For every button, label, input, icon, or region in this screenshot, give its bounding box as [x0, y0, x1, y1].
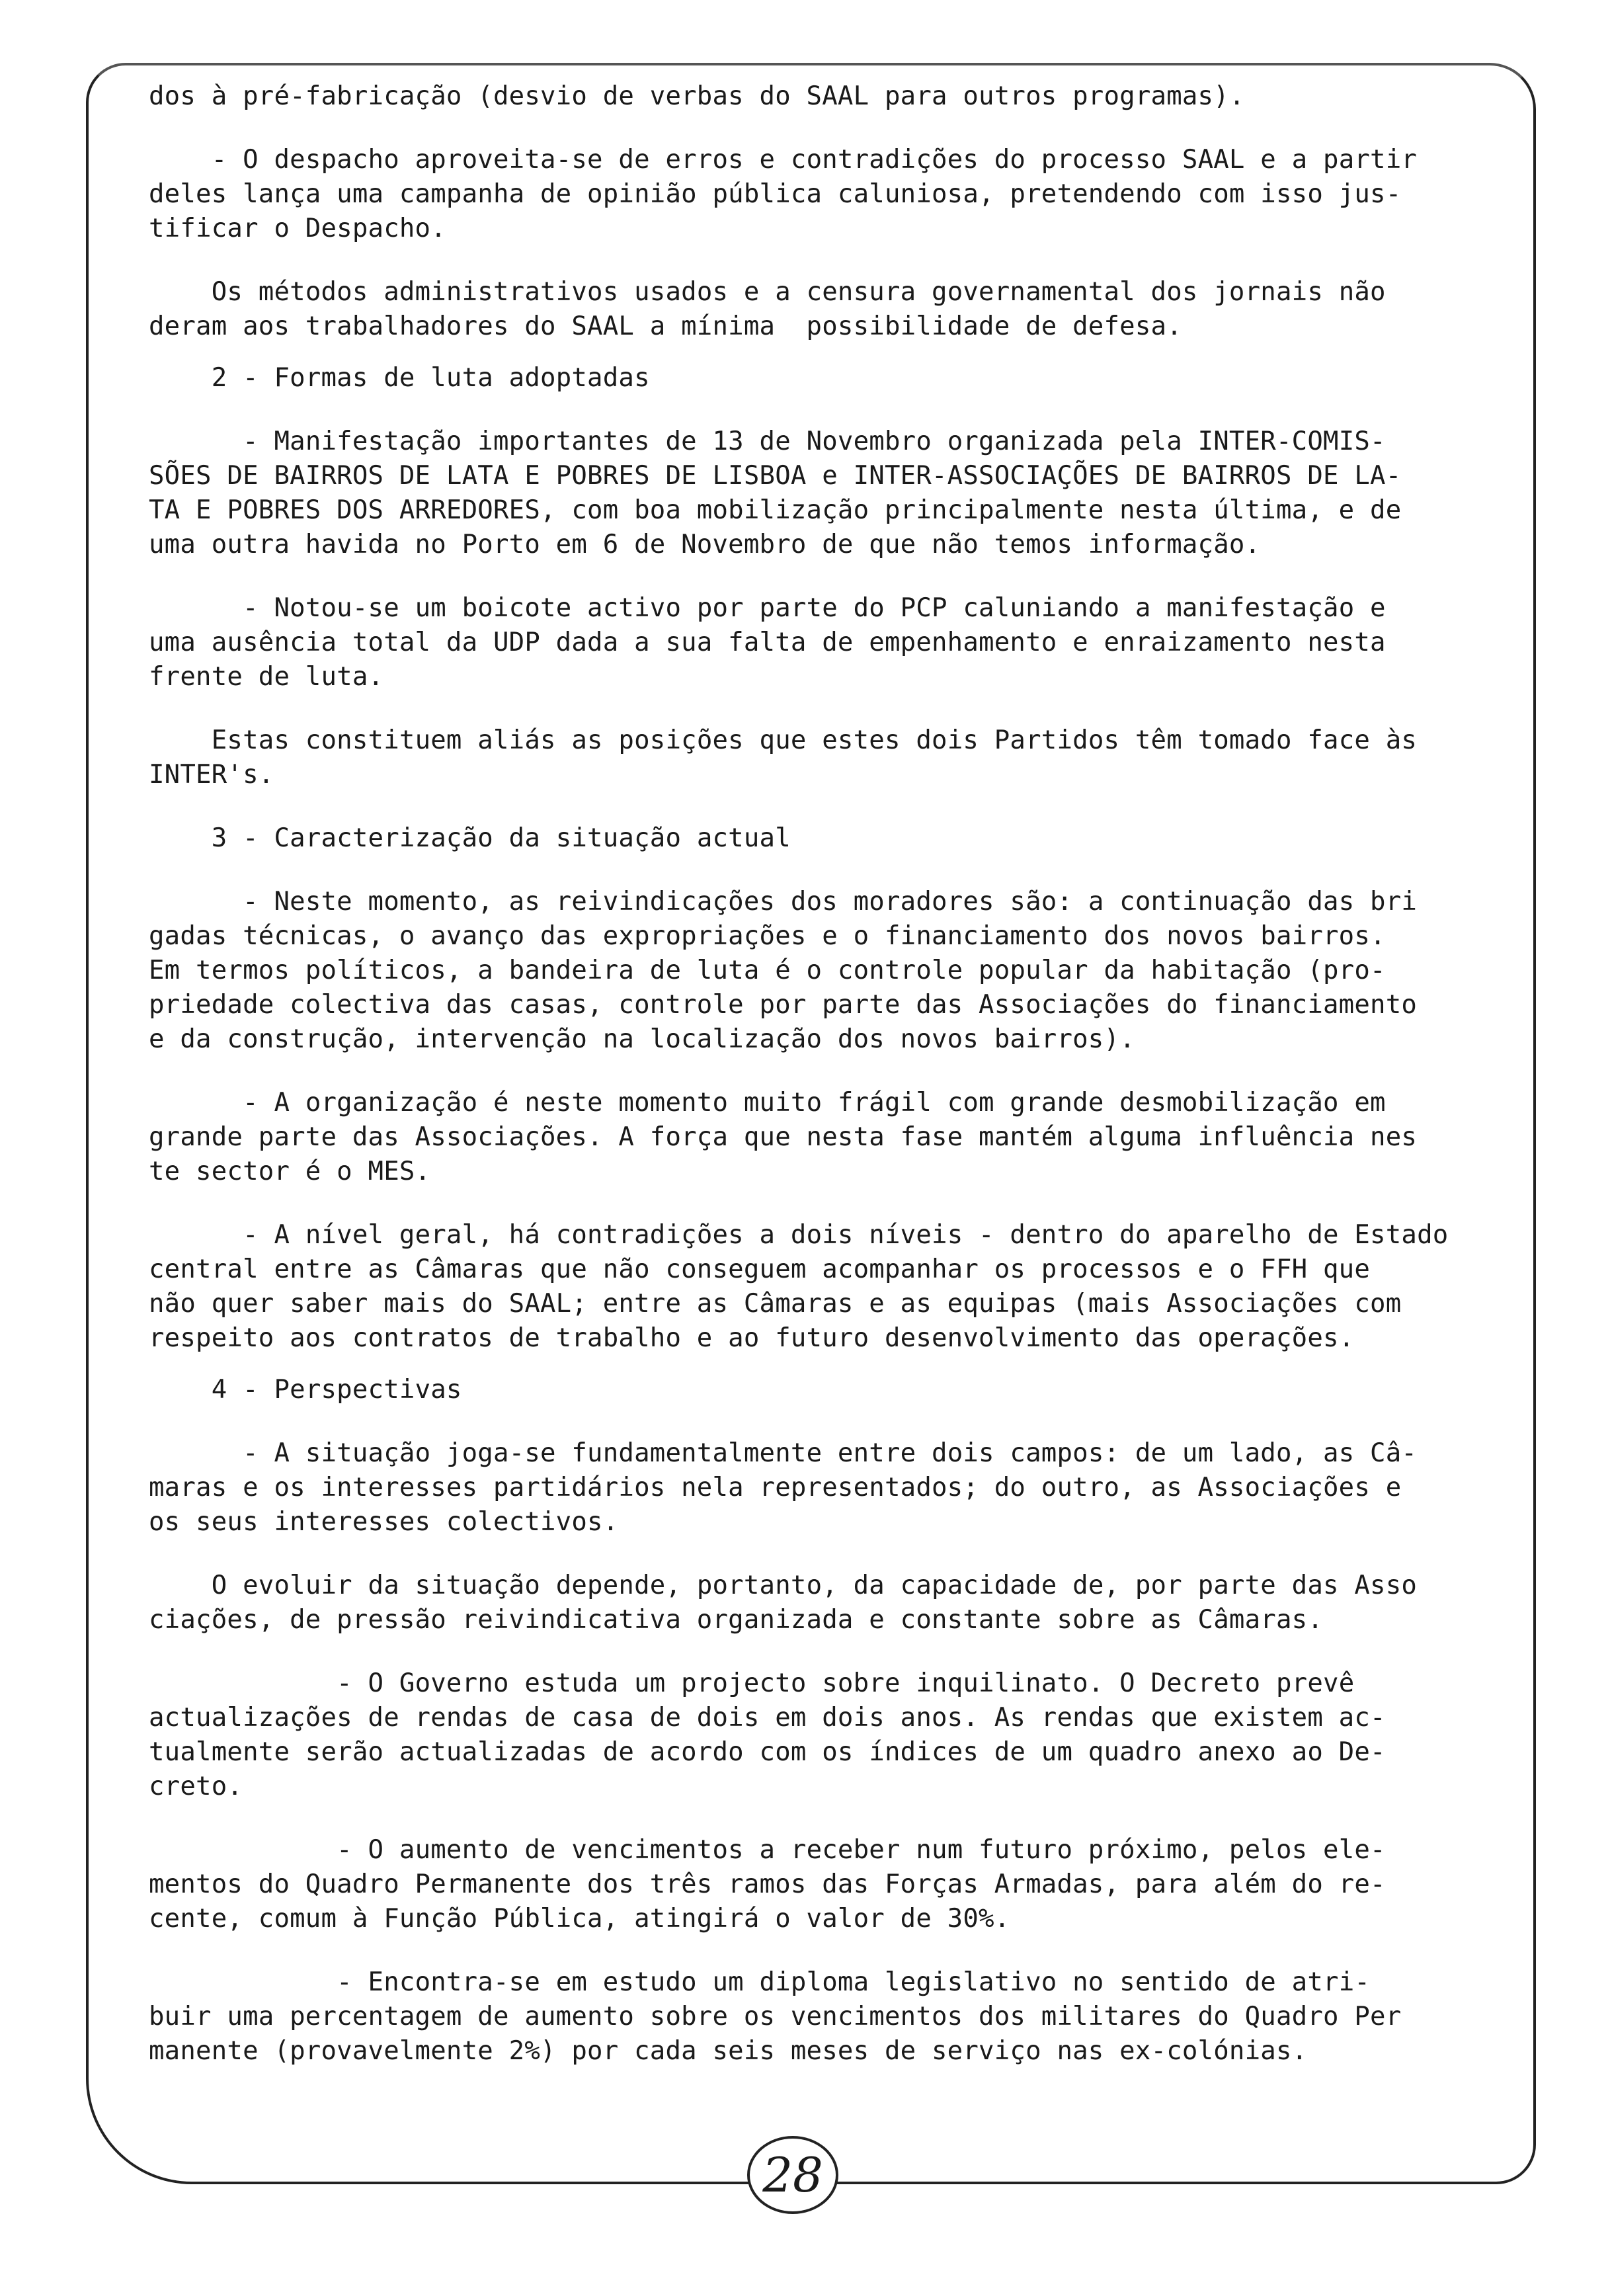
paragraph-contradicoes: - A nível geral, há contradições a dois níveis - dentro do aparelho de Estado central entre as Câmaras que não conseguem acompanhar os processos e o FFH que não quer saber mais do SAAL; entre as Câmaras e as equipas (mais Associações com respeito aos contratos de trabalho e ao futuro desenvolvimento das operações. — [149, 1220, 1449, 1353]
paragraph-continuation: dos à pré-fabricação (desvio de verbas do SAAL para outros programas). — [149, 81, 1245, 111]
paragraph-diploma: - Encontra-se em estudo um diploma legislativo no sentido de atri- buir uma percentagem de aumento sobre os vencimentos dos militares do Quadro Per manente (provavelmente 2%) por cada seis meses de serviço nas ex-colónias. — [149, 1967, 1402, 2066]
paragraph-posicoes: Estas constituem aliás as posições que estes dois Partidos têm tomado face às INTER's. — [149, 725, 1418, 790]
section-heading-4: 4 - Perspectivas — [149, 1375, 462, 1405]
paragraph-despacho: - O despacho aproveita-se de erros e contradições do processo SAAL e a partir deles lança uma campanha de opinião pública caluniosa, pretendendo com isso jus- tificar o Despacho. — [149, 145, 1418, 243]
paragraph-metodos: Os métodos administrativos usados e a censura governamental dos jornais não deram aos trabalhadores do SAAL a mínima possibilidade de defesa. — [149, 277, 1386, 341]
page-number: 28 — [747, 2136, 838, 2214]
paragraph-situacao: - A situação joga-se fundamentalmente entre dois campos: de um lado, as Câ- maras e os interesses partidários nela representados; do outro, as Associações e os seus interesses colectivos. — [149, 1438, 1418, 1537]
paragraph-inquilinato: - O Governo estuda um projecto sobre inquilinato. O Decreto prevê actualizações de rendas de casa de dois em dois anos. As rendas que existem ac- tualmente serão actualizadas de acordo com os índices de um quadro anexo ao De- creto. — [149, 1668, 1386, 1801]
paragraph-vencimentos: - O aumento de vencimentos a receber num futuro próximo, pelos ele- mentos do Quadro Permanente dos três ramos das Forças Armadas, para além do re- cente, comum à Função Pública, atingirá o valor de 30%. — [149, 1835, 1386, 1934]
document-body — [149, 79, 1478, 2069]
paragraph-boicote: - Notou-se um boicote activo por parte do PCP caluniando a manifestação e uma ausência total da UDP dada a sua falta de empenhamento e enraizamento nesta frente de luta. — [149, 593, 1386, 692]
section-heading-3: 3 - Caracterização da situação actual — [149, 823, 791, 853]
section-heading-2: 2 - Formas de luta adoptadas — [149, 363, 650, 393]
paragraph-evoluir: O evoluir da situação depende, portanto, da capacidade de, por parte das Asso ciações, de pressão reivindicativa organizada e constante sobre as Câmaras. — [149, 1571, 1418, 1635]
paragraph-reivindicacoes: - Neste momento, as reivindicações dos moradores são: a continuação das bri gadas técnicas, o avanço das expropriações e o financiamento dos novos bairros. Em termos políticos, a bandeira de luta é o controle popular da habitação (pro- priedade colectiva das casas, controle por parte das Associações do financiamento e da construção, intervenção na localização dos novos bairros). — [149, 887, 1418, 1054]
paragraph-manifestacao: - Manifestação importantes de 13 de Novembro organizada pela INTER-COMIS- SÕES DE BAIRROS DE LATA E POBRES DE LISBOA e INTER-ASSOCIAÇÕES DE BAIRROS DE LA- TA E POBRES DOS ARREDORES, com boa mobilização principalmente nesta última, e de uma outra havida no Porto em 6 de Novembro de que não temos informação. — [149, 427, 1402, 559]
paragraph-organizacao: - A organização é neste momento muito frágil com grande desmobilização em grande parte das Associações. A força que nesta fase mantém alguma influência nes te sector é o MES. — [149, 1088, 1418, 1186]
